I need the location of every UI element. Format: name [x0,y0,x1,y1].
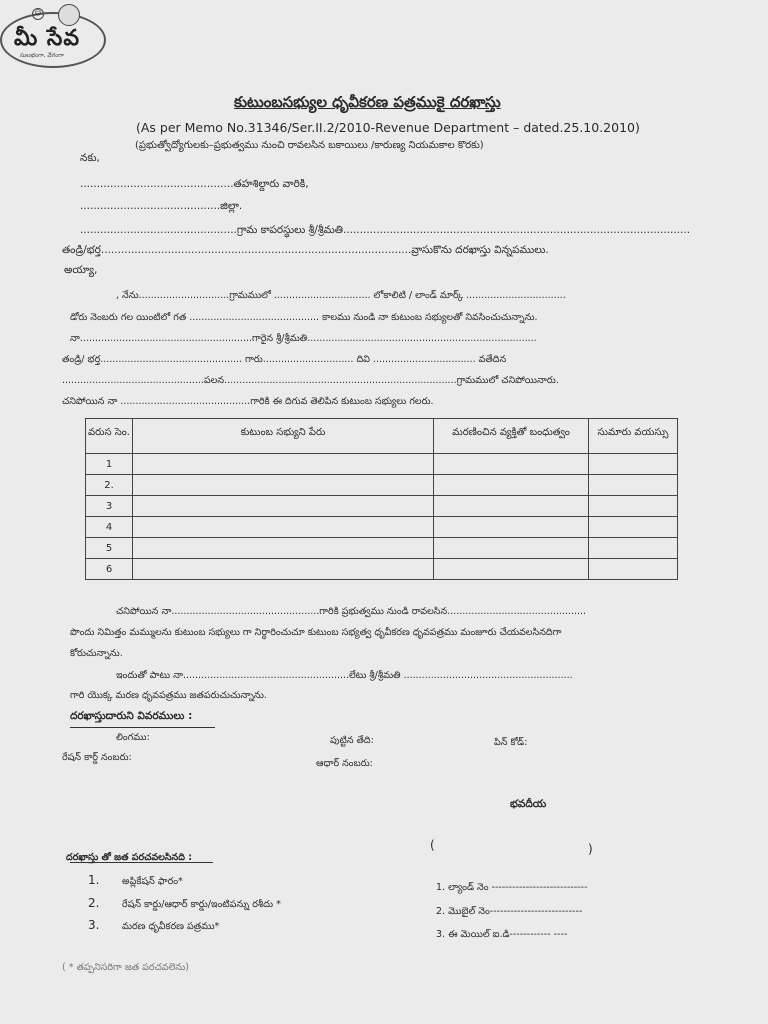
col-relation-header: మరణించిన వ్యక్తితో బంధుత్వం [434,419,589,454]
smiley-icon: ☺ [32,8,44,20]
row-name [133,475,434,496]
row-serial: 3 [86,496,133,517]
row-serial: 4 [86,517,133,538]
state-emblem-icon [58,4,80,26]
para-line-4: తండ్రి/ భర్త............................................... గారు.............................. దివి .................................. వతేదిన [62,354,507,365]
signature-open-paren: ( [430,838,435,852]
row-relation [434,454,589,475]
attachments-heading-underline [70,862,213,863]
col-name-header: కుటుంబ సభ్యుని పేరు [133,419,434,454]
form-subtitle: (ప్రభుత్వోద్యోగులకు–ప్రభుత్వము నుంచి రావలసిన బకాయిలు /కారుణ్య నియమకాల కొరకు) [135,140,484,151]
attachment-3-text: మరణ ధృవీకరణ పత్రము* [122,921,220,932]
request-line-5: గారి యొక్క మరణ ధృవపత్రము జతపరుచుచున్నాను. [70,690,267,701]
para-line-3: నా.........................................................గారైన శ్రీ/శ్రీమతి............................................................................ [70,333,537,344]
letter-to: నకు, [80,152,100,164]
pincode-label: పిన్ కోడ్: [494,737,528,748]
district-line: ..........................................జిల్లా. [80,200,243,212]
mobile-field: 2. మొబైల్ నెం--------------------------- [436,906,583,917]
row-serial: 2. [86,475,133,496]
col-serial-header: వరుస సెం. [86,419,133,454]
row-age [589,517,678,538]
table-header-row [86,419,678,454]
row-name [133,454,434,475]
father-line: తండ్రి/భర్త.............................................................................................వ్రాసుకొను దరఖాస్తు విన్నపములు. [62,244,549,256]
table-row [86,454,678,475]
row-name [133,517,434,538]
table-row [86,496,678,517]
form-title: కుటుంబసభ్యుల ధృవీకరణ పత్రముకై దరఖాస్తు [234,93,501,111]
table-row [86,559,678,580]
request-line-2: పొందు నిమిత్తం మమ్ములను కుటుంబ సభ్యులు గా నిర్ధారించుచూ కుటుంబ సభ్యత్వ ధృవీకరణ ధృవపత్రము మంజూరు చేయవలసినదిగా [70,627,562,638]
aadhar-label: ఆధార్ నంబరు: [316,758,373,769]
row-serial: 1 [86,454,133,475]
mee-seva-logo [0,0,108,70]
village-resident-line: ...............................................గ్రామ కాపరస్థులు శ్రీ/శ్రీమతి........................................................................................................ [80,224,691,236]
logo-name: మీ సేవ [14,26,81,51]
request-line-3: కోరుచున్నాను. [70,648,123,659]
row-serial: 6 [86,559,133,580]
gender-label: లింగము: [116,732,150,743]
row-relation [434,496,589,517]
applicant-heading: దరఖాస్తుదారుని వివరములు : [70,710,193,722]
memo-reference: (As per Memo No.31346/Ser.II.2/2010-Revenue Department – dated.25.10.2010) [136,120,640,135]
row-relation [434,538,589,559]
row-relation [434,475,589,496]
request-line-4: ఇందుతో పాటు నా.......................................................లేటు శ్రీ/శ్రీమతి ........................................................ [116,670,573,681]
row-name [133,559,434,580]
para-line-5: ...............................................పలన.............................................................................గ్రామములో చనిపోయినారు. [62,375,559,386]
applicant-heading-underline [70,727,215,728]
row-relation [434,517,589,538]
mandatory-note: ( * తప్పనిసరిగా జత పరచవలెను) [62,962,189,973]
row-age [589,496,678,517]
attachment-2-number: 2. [88,896,100,910]
signature-close-paren: ) [588,842,593,856]
ration-card-label: రేషన్ కార్డ్ నంబరు: [62,752,132,763]
tahsildar-line: ..............................................తహశిల్దారు వారికి, [80,178,309,190]
row-serial: 5 [86,538,133,559]
yours-faithfully: భవదీయ [510,798,547,810]
attachment-3-number: 3. [88,918,100,932]
row-name [133,538,434,559]
para-line-6: చనిపోయిన నా ...........................................గారికి ఈ దిగువ తెలిపిన కుటుంబ సభ్యులు గలరు. [62,396,434,407]
attachment-1-number: 1. [88,873,100,887]
row-age [589,538,678,559]
logo-tagline: సులభంగా, వేగంగా [20,52,64,59]
landline-field: 1. ల్యాండ్ నెం ---------------------------- [436,882,588,893]
attachment-2-text: రేషన్ కార్డు/ఆధార్ కార్డు/ఇంటిపన్ను రశీదు * [122,899,281,910]
dob-label: పుట్టిన తేది: [330,735,374,746]
salutation: అయ్యా, [64,264,98,276]
row-age [589,559,678,580]
family-members-table [85,418,678,580]
attachment-1-text: అప్లికేషన్ ఫారం* [122,876,183,887]
table-row [86,538,678,559]
para-line-1: , నేను..............................గ్రామములో ................................ లోకాలిటి / లాండ్ మార్క్ ................................. [116,290,566,301]
row-age [589,454,678,475]
table-row [86,475,678,496]
col-age-header: సుమారు వయస్సు [589,419,678,454]
email-field: 3. ఈ మెయిల్ ఐ.డి------------ ---- [436,929,568,940]
row-age [589,475,678,496]
row-relation [434,559,589,580]
para-line-2: డోరు నెంబరు గల యింటిలో గత ........................................... కాలము నుండి నా కుటుంబ సభ్యులతో నివసించుచున్నాను. [70,312,538,323]
table-row [86,517,678,538]
attachments-heading: దరఖాస్తు తో జత పరచవలసినది : [66,852,193,863]
row-name [133,496,434,517]
request-line-1: చనిపోయిన నా.................................................గారికి ప్రభుత్వము నుండి రావలసిన.............................................. [116,606,587,617]
